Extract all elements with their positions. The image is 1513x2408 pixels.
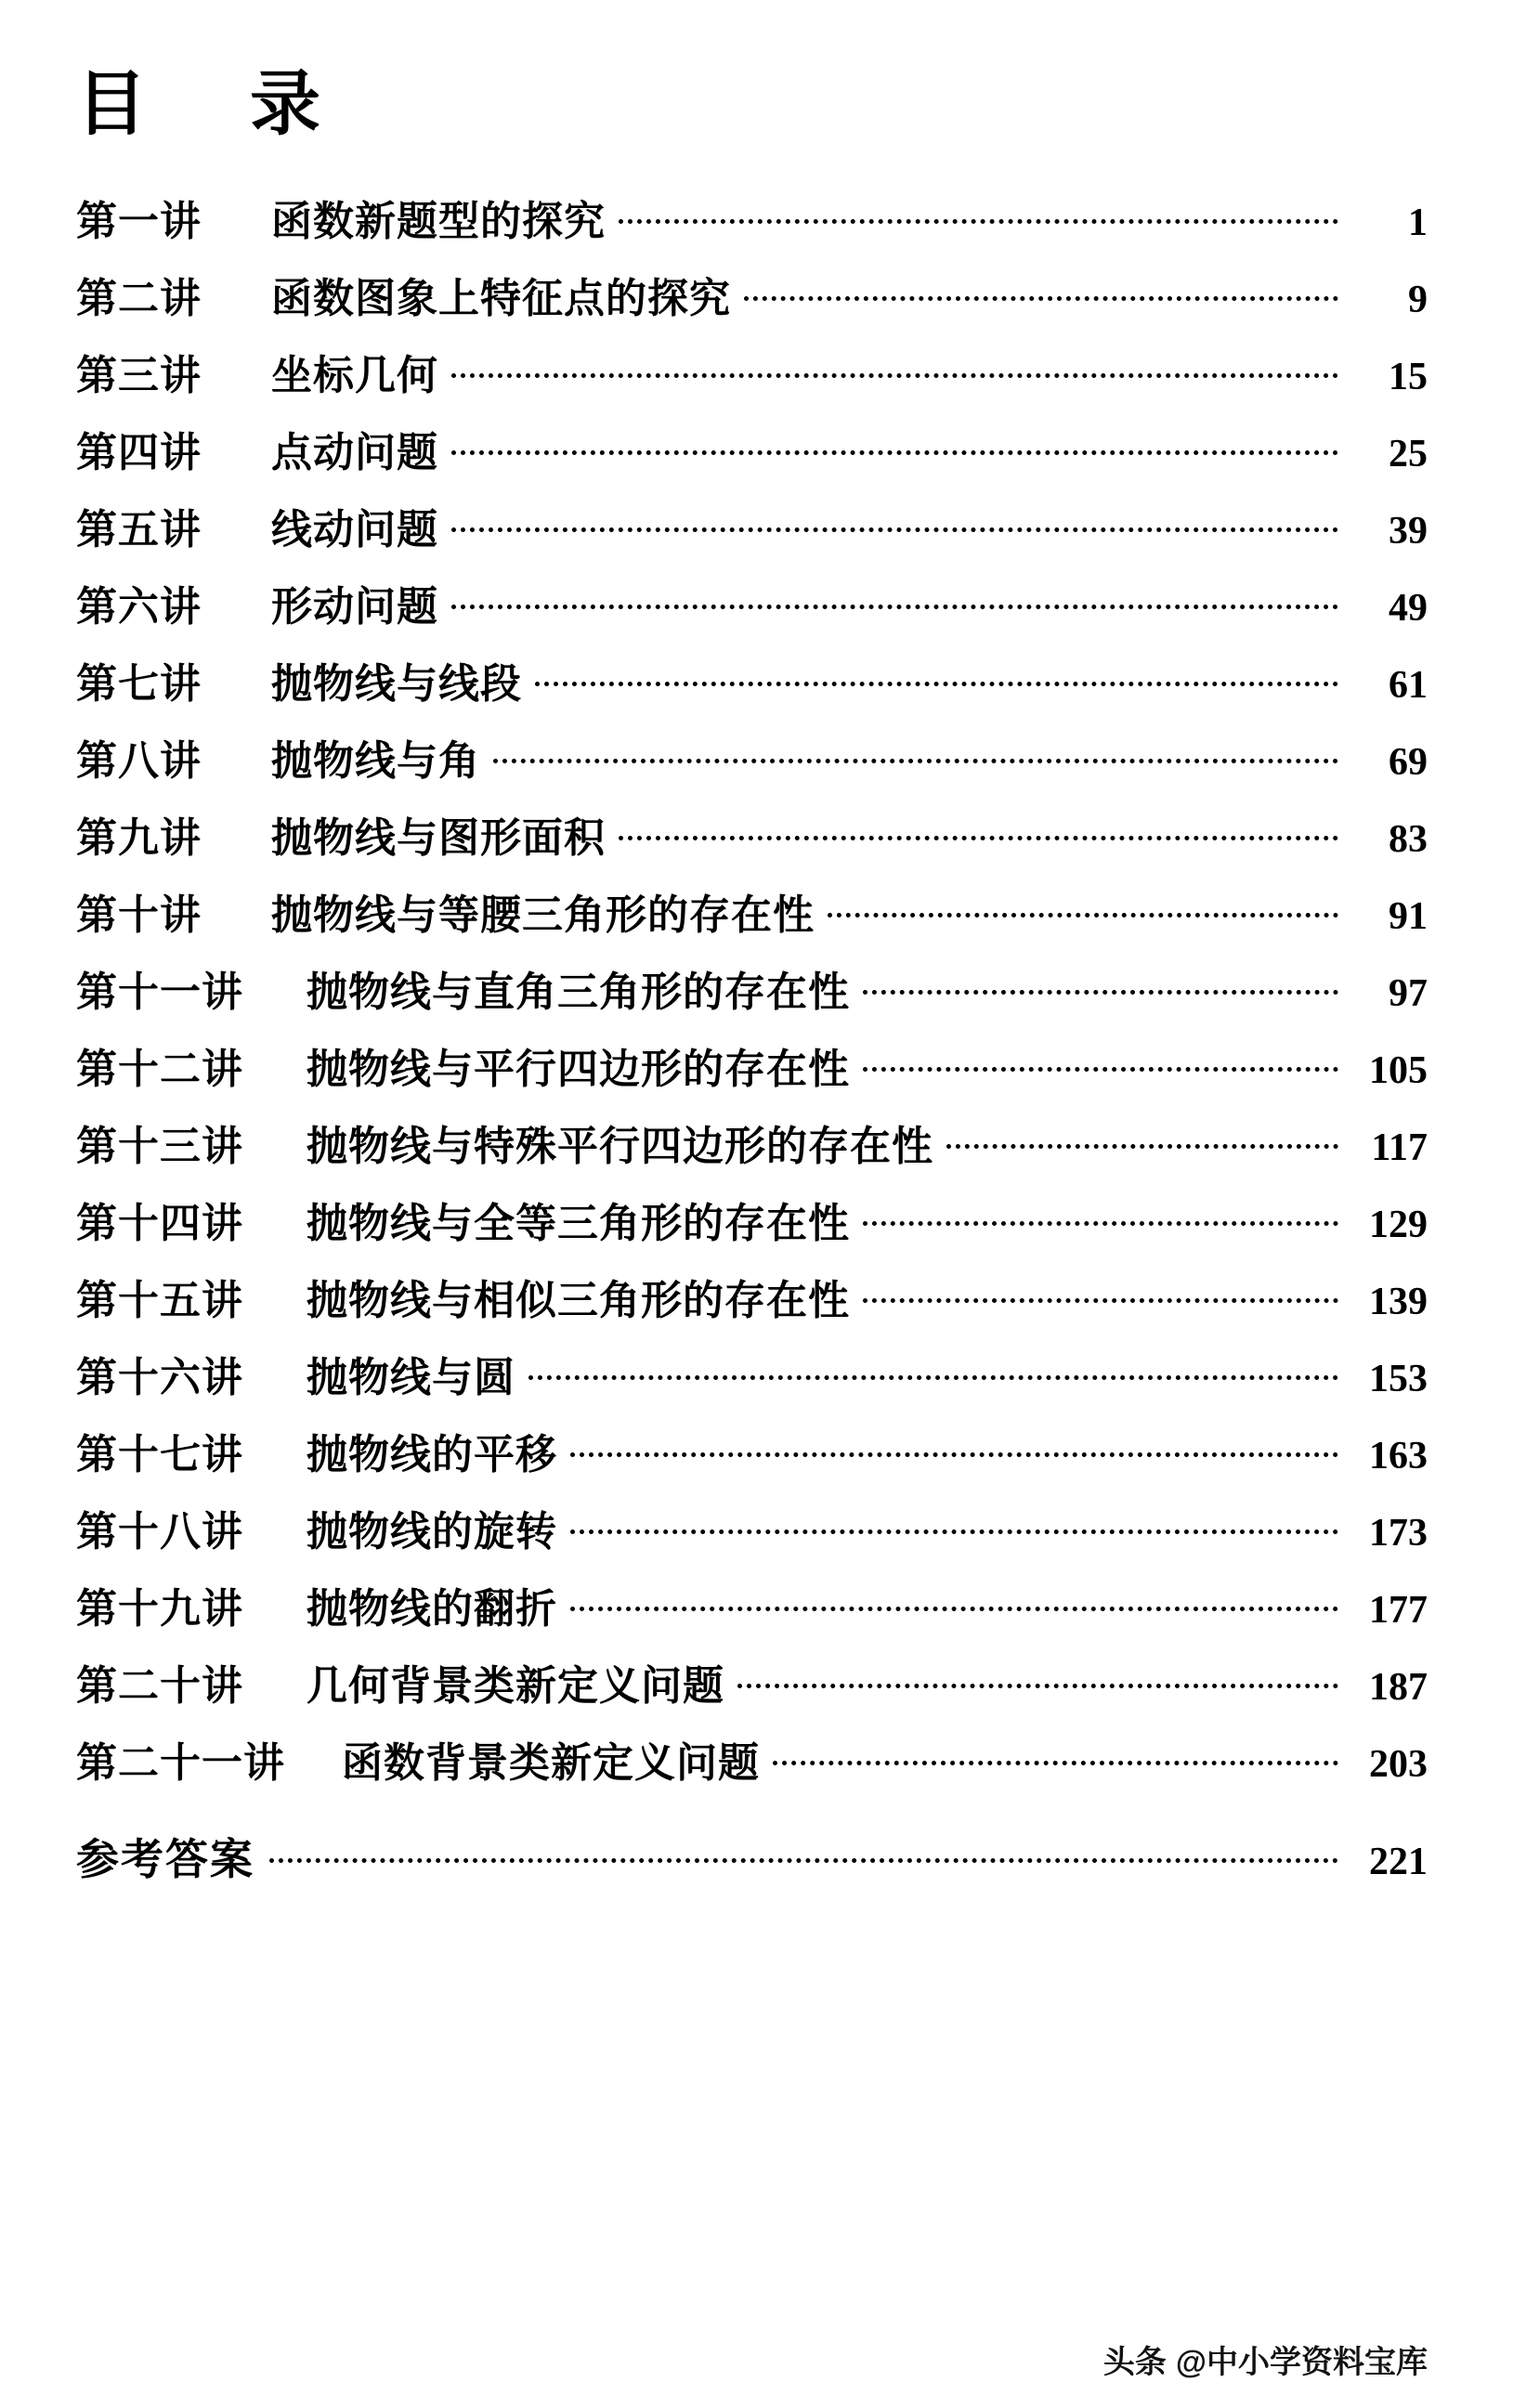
- toc-entry[interactable]: [0, 1113, 1513, 1172]
- toc-entry-title: 抛物线与平行四边形的存在性: [307, 1046, 850, 1092]
- dot-leader: [946, 1123, 1338, 1160]
- toc-entry-page: 187: [1369, 1665, 1428, 1709]
- dot-leader: [535, 660, 1338, 697]
- page-title: 目 录: [76, 66, 363, 144]
- toc-entry-title: 抛物线与直角三角形的存在性: [307, 969, 850, 1015]
- dot-leader: [570, 1508, 1338, 1545]
- toc-entry-page: 61: [1389, 663, 1428, 707]
- toc-entry-number: 第八讲: [76, 737, 202, 784]
- toc-entry-page: 203: [1369, 1742, 1428, 1786]
- toc-entry-page: 69: [1389, 740, 1428, 784]
- toc-entry-title: 抛物线的翻折: [307, 1585, 557, 1632]
- dot-leader: [451, 352, 1338, 389]
- toc-entry-title: 抛物线与等腰三角形的存在性: [271, 892, 815, 938]
- dot-leader: [269, 1837, 1338, 1874]
- toc-entry-title: 抛物线与线段: [271, 660, 522, 707]
- dot-leader: [863, 969, 1338, 1006]
- toc-entry[interactable]: [0, 1575, 1513, 1634]
- toc-entry[interactable]: [0, 573, 1513, 632]
- dot-leader: [570, 1431, 1338, 1468]
- toc-entry-answers[interactable]: [0, 1826, 1513, 1887]
- toc-entry-title: 形动问题: [271, 583, 438, 630]
- dot-leader: [451, 506, 1338, 543]
- toc-entry-title: 抛物线与特殊平行四边形的存在性: [307, 1123, 933, 1169]
- toc-entry[interactable]: [0, 1344, 1513, 1403]
- toc-entry-page: 9: [1408, 278, 1428, 321]
- toc-entry-number: 第十二讲: [76, 1046, 243, 1092]
- toc-entry[interactable]: [0, 881, 1513, 941]
- toc-entry-title: 几何背景类新定义问题: [307, 1662, 724, 1709]
- toc-entry-page: 139: [1369, 1280, 1428, 1323]
- toc-entry-number: 第二讲: [76, 275, 202, 321]
- toc-entry-title: 抛物线与图形面积: [271, 814, 606, 861]
- toc-entry-page: 173: [1369, 1511, 1428, 1555]
- dot-leader: [451, 583, 1338, 620]
- toc-entry[interactable]: [0, 1035, 1513, 1095]
- toc-entry[interactable]: [0, 1498, 1513, 1557]
- toc-entry-page: 91: [1389, 894, 1428, 938]
- dot-leader: [773, 1739, 1338, 1777]
- toc-entry-number: 第十讲: [76, 892, 202, 938]
- toc-entry-title: 函数图象上特征点的探究: [271, 275, 731, 321]
- toc-entry-number: 第六讲: [76, 583, 202, 630]
- toc-entry-number: 第十七讲: [76, 1431, 243, 1477]
- toc-entry-title: 抛物线与圆: [307, 1354, 515, 1400]
- toc-entry-title: 点动问题: [271, 429, 438, 475]
- toc-entry-number: 第九讲: [76, 814, 202, 861]
- dot-leader: [744, 275, 1338, 312]
- toc-entry-number: 第十五讲: [76, 1277, 243, 1323]
- toc-entry-title: 抛物线与全等三角形的存在性: [307, 1200, 850, 1246]
- toc-page: [0, 67, 1513, 2408]
- dot-leader: [570, 1585, 1338, 1622]
- toc-entry-number: 第三讲: [76, 352, 202, 398]
- toc-entry-number: 第十三讲: [76, 1123, 243, 1169]
- toc-entry-page: 97: [1389, 971, 1428, 1015]
- toc-entry-number: 第十六讲: [76, 1354, 243, 1400]
- toc-entry-title: 参考答案: [76, 1835, 254, 1883]
- toc-entry-number: 第七讲: [76, 660, 202, 707]
- toc-entry-number: 第十四讲: [76, 1200, 243, 1246]
- dot-leader: [737, 1662, 1338, 1699]
- toc-entry[interactable]: [0, 342, 1513, 401]
- toc-entry[interactable]: [0, 1190, 1513, 1249]
- toc-entry-page: 39: [1389, 509, 1428, 553]
- dot-leader: [619, 198, 1338, 235]
- toc-entry-title: 函数新题型的探究: [271, 198, 606, 244]
- watermark-text: @中小学资料宝库: [1175, 2345, 1428, 2380]
- toc-entry-page: 83: [1389, 817, 1428, 861]
- toc-entry-title: 线动问题: [271, 506, 438, 553]
- toc-entry-number: 第五讲: [76, 506, 202, 553]
- dot-leader: [528, 1354, 1338, 1391]
- toc-entry-page: 129: [1369, 1203, 1428, 1246]
- toc-entry-page: 25: [1389, 432, 1428, 475]
- dot-leader: [863, 1200, 1338, 1237]
- dot-leader: [493, 737, 1338, 774]
- toc-entry-title: 抛物线与角: [271, 737, 480, 784]
- toc-entry[interactable]: [0, 496, 1513, 555]
- toc-entry-page: 153: [1369, 1357, 1428, 1400]
- toc-entry-number: 第四讲: [76, 429, 202, 475]
- toc-entry-title: 函数背景类新定义问题: [342, 1739, 760, 1786]
- toc-entry[interactable]: [0, 1421, 1513, 1480]
- dot-leader: [863, 1046, 1338, 1083]
- toc-entry-number: 第十一讲: [76, 969, 243, 1015]
- toc-entry-number: 第一讲: [76, 198, 202, 244]
- toc-entry[interactable]: [0, 650, 1513, 709]
- toc-entry[interactable]: [0, 1729, 1513, 1789]
- toc-entry-page: 117: [1371, 1126, 1428, 1169]
- toc-entry-page: 49: [1389, 586, 1428, 630]
- toc-entry[interactable]: [0, 804, 1513, 864]
- toc-entry-number: 第二十讲: [76, 1662, 243, 1709]
- toc-entry[interactable]: [0, 727, 1513, 787]
- toc-entry-title: 抛物线的平移: [307, 1431, 557, 1477]
- toc-list: [0, 188, 1513, 1789]
- toc-entry-title: 抛物线与相似三角形的存在性: [307, 1277, 850, 1323]
- toc-entry-page: 15: [1389, 355, 1428, 398]
- toc-entry-number: 第十八讲: [76, 1508, 243, 1555]
- dot-leader: [619, 814, 1338, 852]
- toc-entry-page: 163: [1369, 1434, 1428, 1477]
- toc-entry[interactable]: [0, 265, 1513, 324]
- toc-entry-title: 坐标几何: [271, 352, 438, 398]
- toc-entry-page: 177: [1369, 1588, 1428, 1632]
- dot-leader: [451, 429, 1338, 466]
- dot-leader: [863, 1277, 1338, 1314]
- toc-entry-page: 105: [1369, 1048, 1428, 1092]
- toc-entry-title: 抛物线的旋转: [307, 1508, 557, 1555]
- watermark-brand: 头条: [1102, 2345, 1167, 2380]
- toc-entry[interactable]: [0, 419, 1513, 478]
- toc-entry[interactable]: [0, 958, 1513, 1018]
- dot-leader: [828, 892, 1338, 929]
- toc-entry[interactable]: [0, 1267, 1513, 1326]
- toc-entry-page: 221: [1369, 1840, 1428, 1883]
- toc-entry[interactable]: [0, 188, 1513, 247]
- toc-entry[interactable]: [0, 1652, 1513, 1712]
- toc-entry-page: 1: [1408, 201, 1428, 244]
- watermark: [1103, 2336, 1428, 2382]
- toc-entry-number: 第二十一讲: [76, 1739, 285, 1786]
- toc-entry-number: 第十九讲: [76, 1585, 243, 1632]
